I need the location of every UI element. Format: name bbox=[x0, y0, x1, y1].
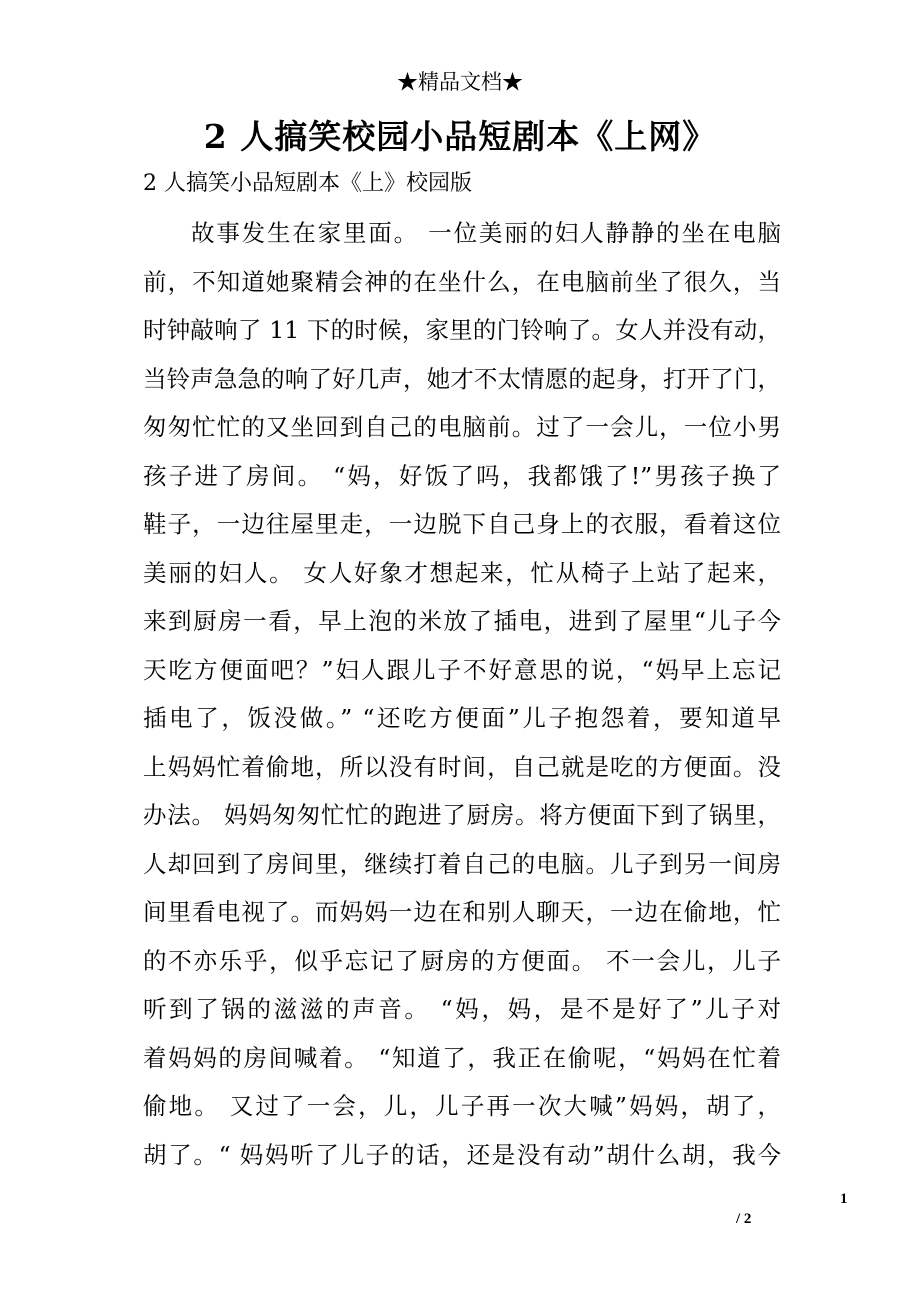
page-number: 1 bbox=[840, 1191, 848, 1207]
page-total: / 2 bbox=[736, 1211, 752, 1227]
paragraph-line: 来到厨房一看，早上泡的米放了插电，进到了屋里“儿子今 bbox=[143, 607, 781, 635]
paragraph-line: 匆匆忙忙的又坐回到自己的电脑前。过了一会儿，一位小男 bbox=[143, 413, 781, 441]
paragraph-line: 插电了，饭没做。” “还吃方便面”儿子抱怨着，要知道早 bbox=[143, 704, 781, 732]
paragraph-line: 天吃方便面吧？”妇人跟儿子不好意思的说，“妈早上忘记 bbox=[143, 655, 781, 684]
paragraph-line: 着妈妈的房间喊着。 “知道了，我正在偷呢，“妈妈在忙着 bbox=[143, 1043, 781, 1072]
document-body bbox=[143, 209, 781, 1179]
paragraph-line: 的不亦乐乎，似乎忘记了厨房的方便面。 不一会儿，儿子 bbox=[143, 946, 781, 975]
paragraph-line: 上妈妈忙着偷地，所以没有时间，自己就是吃的方便面。没 bbox=[143, 752, 781, 781]
paragraph-line: 间里看电视了。而妈妈一边在和别人聊天，一边在偷地，忙 bbox=[143, 898, 781, 926]
paragraph-line: 时钟敲响了 11 下的时候，家里的门铃响了。女人并没有动， bbox=[143, 316, 781, 344]
paragraph-line: 人却回到了房间里，继续打着自己的电脑。儿子到另一间房 bbox=[143, 849, 781, 878]
paragraph-line: 办法。 妈妈匆匆忙忙的跑进了厨房。将方便面下到了锅里， bbox=[143, 801, 781, 829]
document-title: 2 人搞笑校园小品短剧本《上网》 bbox=[203, 117, 717, 156]
document-subtitle: 2 人搞笑小品短剧本《上》校园版 bbox=[143, 171, 472, 196]
paragraph-line: 前，不知道她聚精会神的在坐什么，在电脑前坐了很久，当 bbox=[143, 267, 781, 296]
paragraph-line: 孩子进了房间。 “妈，好饭了吗，我都饿了!”男孩子换了 bbox=[143, 461, 781, 490]
page-header: ★精品文档★ bbox=[397, 70, 523, 94]
paragraph-line: 偷地。 又过了一会，儿，儿子再一次大喊”妈妈，胡了， bbox=[143, 1092, 781, 1120]
paragraph-line: 胡了。“ 妈妈听了儿子的话，还是没有动”胡什么胡，我今 bbox=[143, 1140, 781, 1169]
paragraph-line: 故事发生在家里面。 一位美丽的妇人静静的坐在电脑 bbox=[191, 219, 781, 247]
paragraph-line: 听到了锅的滋滋的声音。 “妈，妈，是不是好了”儿子对 bbox=[143, 995, 781, 1023]
paragraph-line: 美丽的妇人。 女人好象才想起来，忙从椅子上站了起来， bbox=[143, 558, 781, 587]
paragraph-line: 鞋子，一边往屋里走，一边脱下自己身上的衣服，看着这位 bbox=[143, 510, 781, 538]
paragraph-line: 当铃声急急的响了好几声，她才不太情愿的起身，打开了门， bbox=[143, 364, 781, 393]
